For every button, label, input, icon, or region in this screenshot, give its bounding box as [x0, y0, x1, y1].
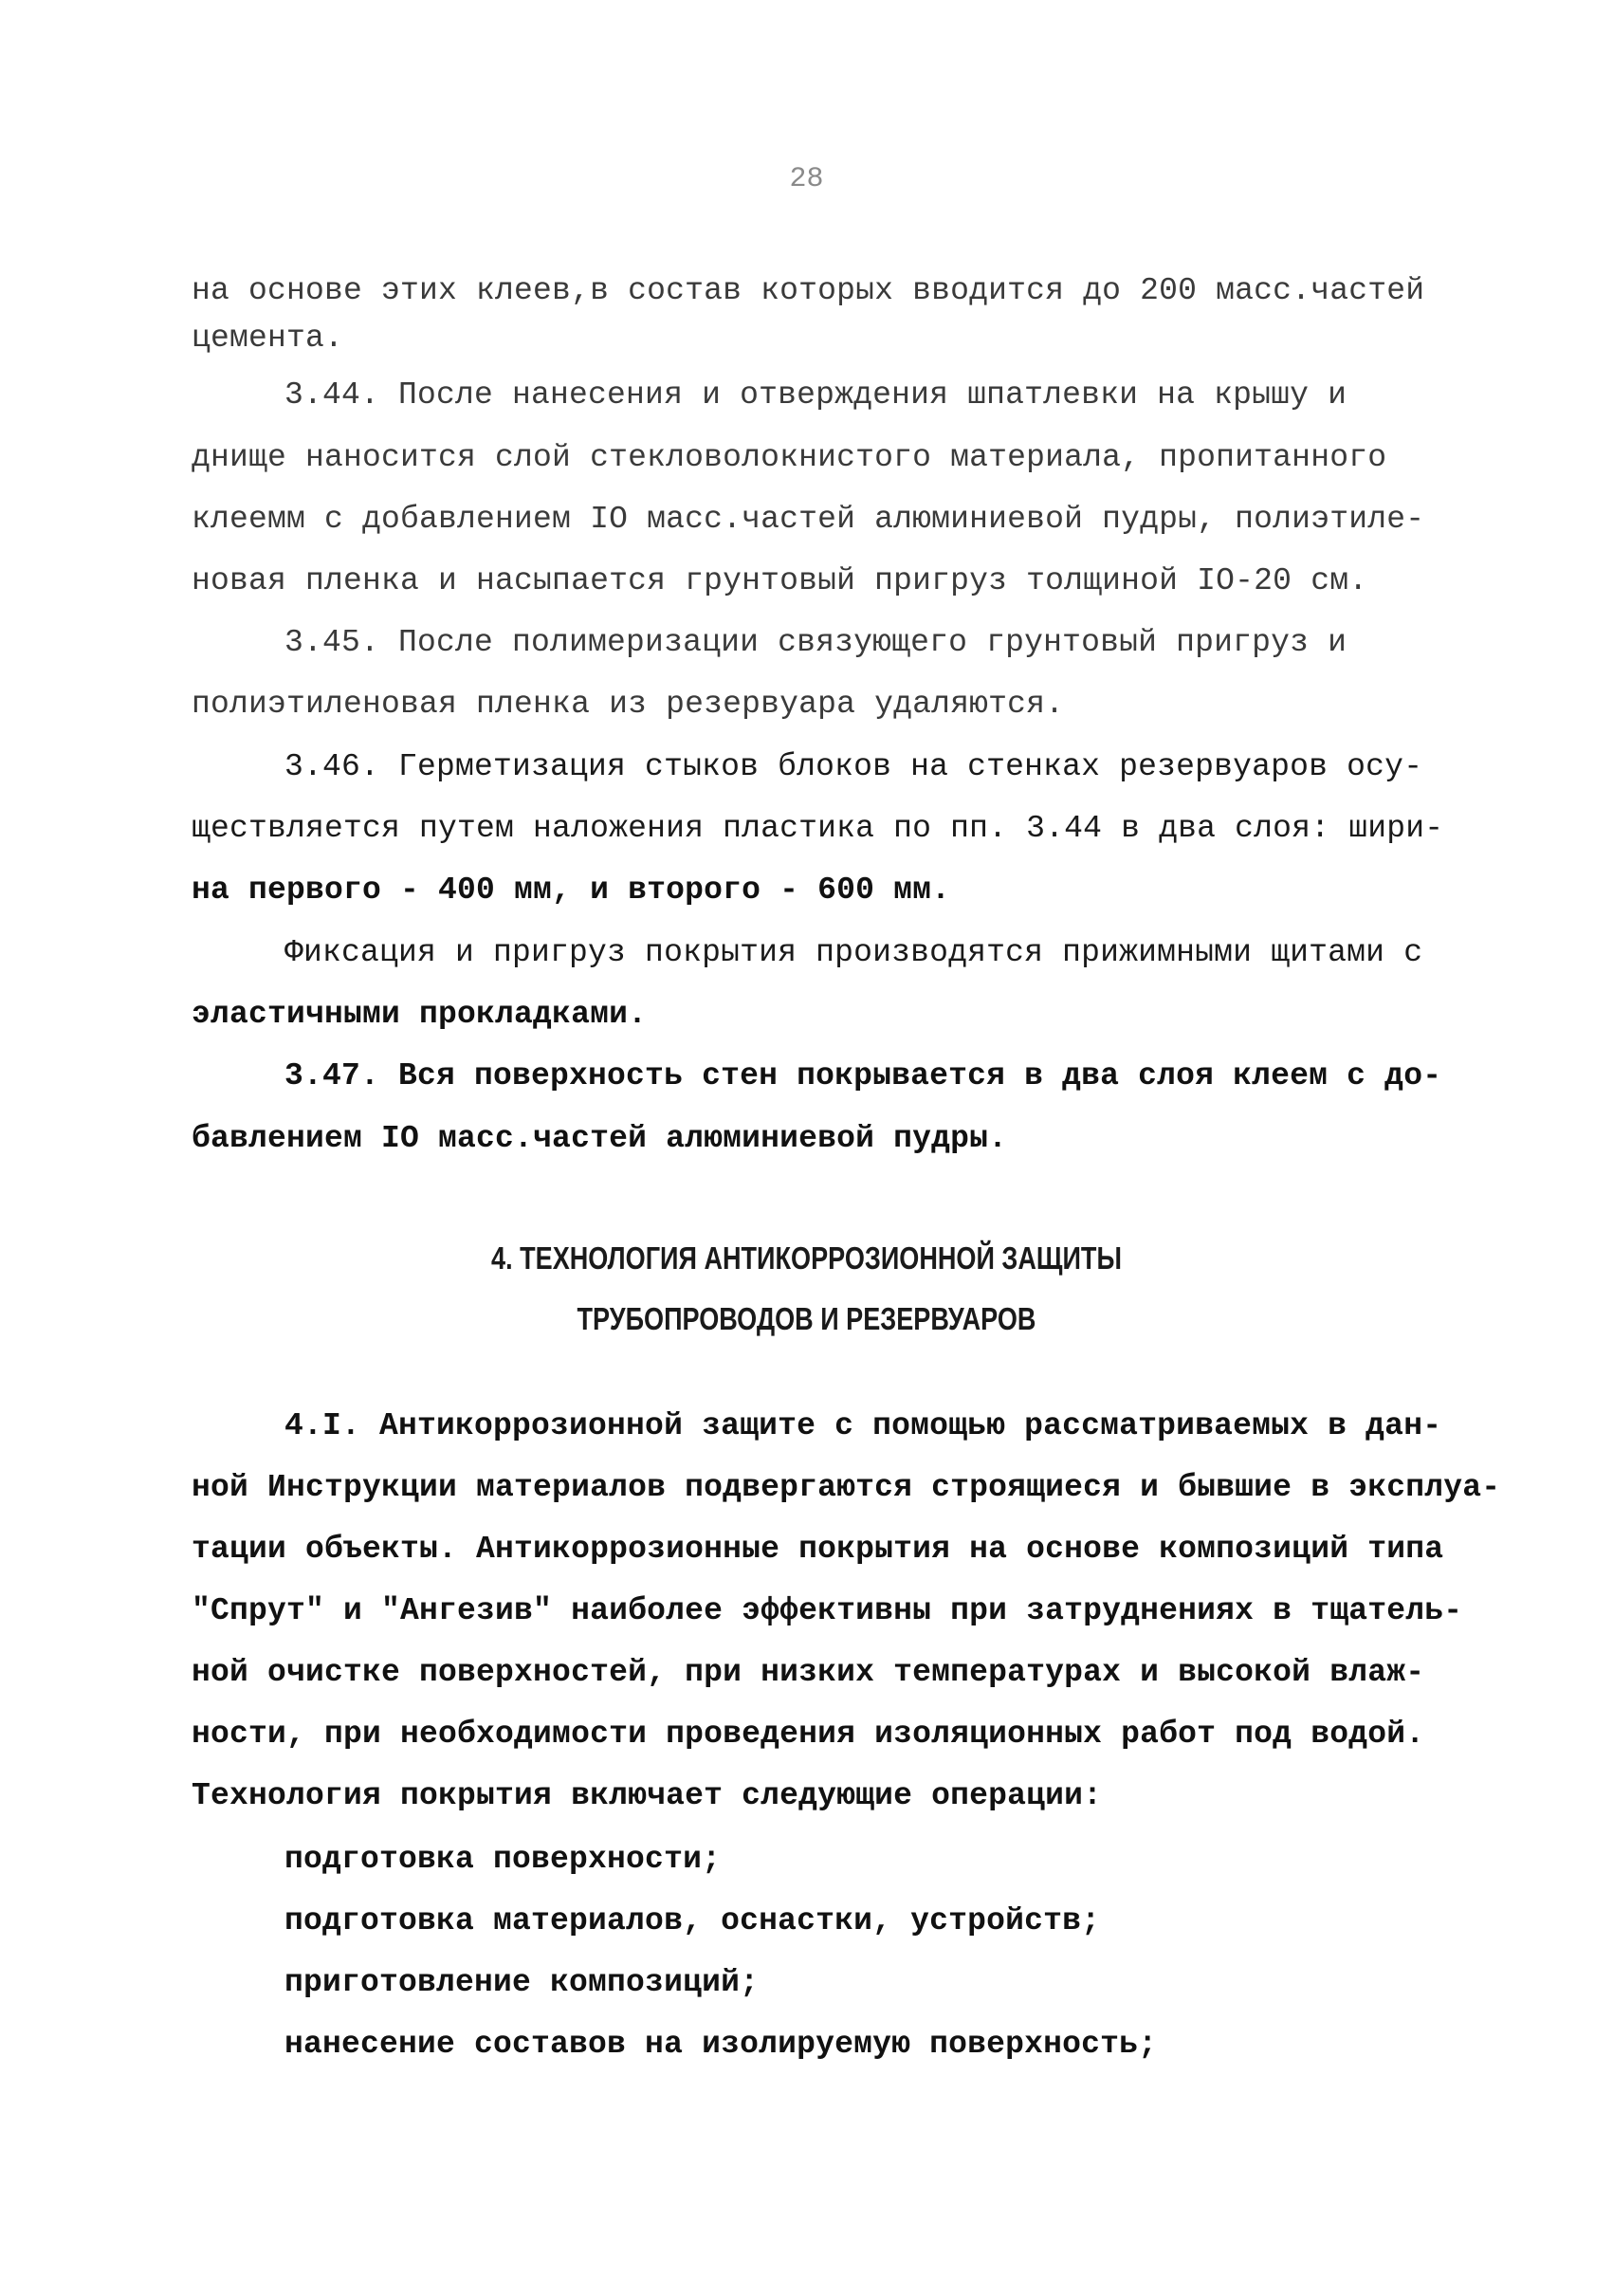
page-number: 28 — [789, 163, 824, 195]
text-line: тации объекты. Антикоррозионные покрытия на основе композиций типа — [192, 1532, 1444, 1567]
text-line: на основе этих клеев,в состав которых вводится до 200 масс.частей — [192, 273, 1425, 308]
paragraph-3-47: 3.47. Вся поверхность стен покрывается в два слоя клеем с до- — [284, 1058, 1442, 1093]
text-line: на первого - 400 мм, и второго - 600 мм. — [192, 872, 951, 908]
text-line: ной Инструкции материалов подвергаются строящиеся и бывшие в эксплуа- — [192, 1470, 1501, 1505]
paragraph-3-46: 3.46. Герметизация стыков блоков на стенках резервуаров осу- — [284, 749, 1423, 784]
text-line: полиэтиленовая пленка из резервуара удаляются. — [192, 687, 1065, 722]
list-item: подготовка поверхности; — [284, 1842, 722, 1877]
list-item: нанесение составов на изолируемую поверхность; — [284, 2027, 1158, 2062]
text-line: днище наносится слой стекловолокнистого материала, пропитанного — [192, 440, 1387, 475]
paragraph-3-45: 3.45. После полимеризации связующего грунтовый пригруз и — [284, 625, 1347, 660]
section-heading-line-1: 4. ТЕХНОЛОГИЯ АНТИКОРРОЗИОННОЙ ЗАЩИТЫ — [491, 1240, 1122, 1276]
text-line: ществляется путем наложения пластика по пп. 3.44 в два слоя: шири- — [192, 811, 1444, 846]
paragraph-3-44: 3.44. После нанесения и отверждения шпатлевки на крышу и — [284, 377, 1347, 413]
text-line: ной очистке поверхностей, при низких температурах и высокой влаж- — [192, 1655, 1425, 1690]
text-line: Фиксация и пригруз покрытия производятся прижимными щитами с — [284, 935, 1423, 970]
text-line: новая пленка и насыпается грунтовый пригруз толщиной IO-20 см. — [192, 563, 1368, 598]
section-heading-line-2: ТРУБОПРОВОДОВ И РЕЗЕРВУАРОВ — [577, 1301, 1036, 1336]
text-line: бавлением IO масс.частей алюминиевой пудры. — [192, 1121, 1008, 1156]
text-line: цемента. — [192, 321, 344, 356]
list-item: приготовление композиций; — [284, 1965, 760, 2000]
list-item: подготовка материалов, оснастки, устройств; — [284, 1903, 1101, 1938]
text-line: клеемм с добавлением IO масс.частей алюминиевой пудры, полиэтиле- — [192, 502, 1425, 537]
text-line: Технология покрытия включает следующие операции: — [192, 1778, 1103, 1813]
text-line: "Спрут" и "Ангезив" наиболее эффективны при затруднениях в тщатель- — [192, 1593, 1463, 1628]
text-line: эластичными прокладками. — [192, 997, 648, 1032]
paragraph-4-1: 4.I. Антикоррозионной защите с помощью рассматриваемых в дан- — [284, 1408, 1442, 1443]
text-line: ности, при необходимости проведения изоляционных работ под водой. — [192, 1717, 1425, 1752]
